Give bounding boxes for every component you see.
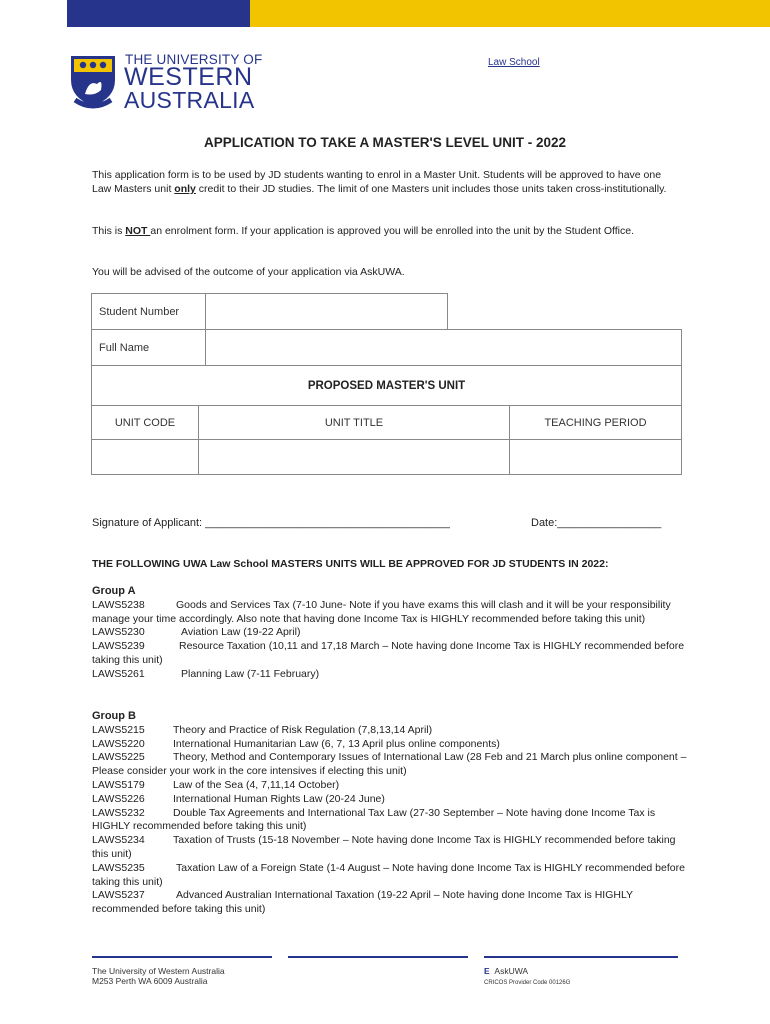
unit-description: Theory and Practice of Risk Regulation (7,8,13,14 April)	[173, 723, 433, 736]
unit-code: LAWS5235	[92, 861, 145, 874]
group-b-title: Group B	[92, 710, 136, 722]
full-name-label: Full Name	[92, 330, 206, 366]
uwa-logo	[67, 50, 267, 112]
university-name-line3: AUSTRALIA	[124, 87, 255, 113]
footer-divider	[288, 956, 468, 958]
col-unit-code: UNIT CODE	[92, 406, 199, 440]
list-item	[92, 889, 692, 917]
full-name-table	[91, 329, 682, 366]
unit-description: Resource Taxation (10,11 and 17,18 March – Note having done Income Tax is HIGHLY recommended before taking this unit)	[92, 640, 685, 666]
unit-code: LAWS5261	[92, 667, 145, 680]
footer-divider	[484, 956, 678, 958]
unit-code: LAWS5230	[92, 626, 145, 639]
unit-code: LAWS5237	[92, 889, 145, 902]
list-item	[92, 779, 692, 793]
footer-address-line2: M253 Perth WA 6009 Australia	[92, 976, 208, 986]
list-item	[92, 640, 692, 668]
unit-description: International Humanitarian Law (6, 7, 13 April plus online components)	[173, 737, 500, 750]
page-title: APPLICATION TO TAKE A MASTER'S LEVEL UNIT - 2022	[203, 135, 566, 150]
unit-code: LAWS5232	[92, 806, 145, 819]
approved-units-heading: THE FOLLOWING UWA Law School MASTERS UNITS WILL BE APPROVED FOR JD STUDENTS IN 2022:	[92, 558, 609, 570]
list-item	[92, 626, 692, 640]
unit-code: LAWS5234	[92, 834, 145, 847]
header-band-blue	[67, 0, 250, 27]
intro-text: This is	[92, 225, 126, 237]
unit-description: Double Tax Agreements and International Tax Law (27-30 September – Note having done Income Tax is HIGHLY recommended before taking this unit)	[92, 806, 656, 833]
full-name-field[interactable]	[206, 330, 682, 366]
signature-line[interactable]: Signature of Applicant: ________________________________________	[92, 517, 450, 529]
list-item	[92, 807, 692, 835]
intro-text: an enrolment form. If your application is approved you will be enrolled into the unit by the Student Office.	[150, 225, 635, 237]
unit-code: LAWS5226	[92, 792, 145, 805]
footer-address-line1: The University of Western Australia	[92, 966, 225, 976]
unit-code: LAWS5179	[92, 778, 145, 791]
list-item	[92, 724, 692, 738]
unit-description: Taxation Law of a Foreign State (1-4 August – Note having done Income Tax is HIGHLY recommended before taking this unit)	[92, 861, 685, 888]
intro-emphasis-not: NOT	[125, 225, 151, 237]
footer-divider	[92, 956, 272, 958]
unit-description: Aviation Law (19-22 April)	[181, 626, 301, 639]
student-details-table	[91, 293, 448, 330]
unit-code: LAWS5239	[92, 640, 145, 653]
list-item	[92, 738, 692, 752]
crest-icon	[67, 50, 119, 110]
footer-contact	[484, 966, 570, 988]
proposed-unit-heading: PROPOSED MASTER'S UNIT	[92, 366, 682, 406]
unit-code-field[interactable]	[92, 440, 199, 475]
intro-paragraph-2	[92, 224, 682, 238]
group-b-list	[92, 710, 692, 917]
footer-address	[92, 966, 225, 986]
footer-cricos: CRICOS Provider Code 00126G	[484, 980, 571, 986]
list-item	[92, 751, 692, 779]
intro-paragraph-1	[92, 168, 682, 196]
unit-code: LAWS5220	[92, 737, 145, 750]
unit-description: International Human Rights Law (20-24 June)	[173, 792, 385, 805]
unit-description: Law of the Sea (4, 7,11,14 October)	[173, 778, 340, 791]
date-line[interactable]: Date:_________________	[531, 517, 662, 529]
student-number-field[interactable]	[206, 294, 448, 330]
list-item	[92, 834, 692, 862]
unit-description: Planning Law (7-11 February)	[181, 667, 320, 680]
student-number-label: Student Number	[92, 294, 206, 330]
teaching-period-field[interactable]	[510, 440, 682, 475]
unit-description: Goods and Services Tax (7-10 June- Note if you have exams this will clash and it will be your responsibility manage your time accordingly. Also note that having done Income Tax is HIGHLY recommended before taking this unit)	[92, 598, 671, 625]
university-name-line2: WESTERN	[124, 63, 253, 91]
unit-description: Advanced Australian International Taxation (19-22 April – Note having done Income Tax is HIGHLY recommended before taking this unit)	[92, 889, 633, 916]
list-item	[92, 599, 692, 627]
list-item	[92, 862, 692, 890]
proposed-unit-table	[91, 365, 682, 475]
unit-code: LAWS5238	[92, 598, 145, 611]
intro-text: credit to their JD studies. The limit of one Masters unit includes those units taken cross-institutionally.	[195, 183, 667, 195]
unit-description: Theory, Method and Contemporary Issues of International Law (28 Feb and 21 March plus online component – Please consider your work in the core intensives if electing this unit)	[92, 751, 687, 778]
header-band-gold	[250, 0, 770, 27]
col-unit-title: UNIT TITLE	[199, 406, 510, 440]
list-item	[92, 668, 692, 682]
law-school-link[interactable]: Law School	[488, 57, 540, 68]
unit-title-field[interactable]	[199, 440, 510, 475]
university-name-line1: THE UNIVERSITY OF	[125, 52, 263, 67]
list-item	[92, 793, 692, 807]
intro-text: This application form is to be used by JD students wanting to enrol in a Master Unit. Students will be approved to have one Law Masters unit	[92, 169, 662, 195]
footer-email-prefix: E	[484, 966, 490, 976]
unit-code: LAWS5215	[92, 723, 145, 736]
group-a-title: Group A	[92, 585, 136, 597]
unit-description: Taxation of Trusts (15-18 November – Note having done Income Tax is HIGHLY recommended before taking this unit)	[92, 834, 676, 860]
col-teaching-period: TEACHING PERIOD	[510, 406, 682, 440]
intro-emphasis-only: only	[174, 183, 196, 195]
unit-code: LAWS5225	[92, 751, 145, 764]
footer-email-value[interactable]: AskUWA	[494, 966, 529, 976]
group-a-list	[92, 585, 692, 682]
intro-paragraph-3: You will be advised of the outcome of your application via AskUWA.	[92, 266, 405, 278]
